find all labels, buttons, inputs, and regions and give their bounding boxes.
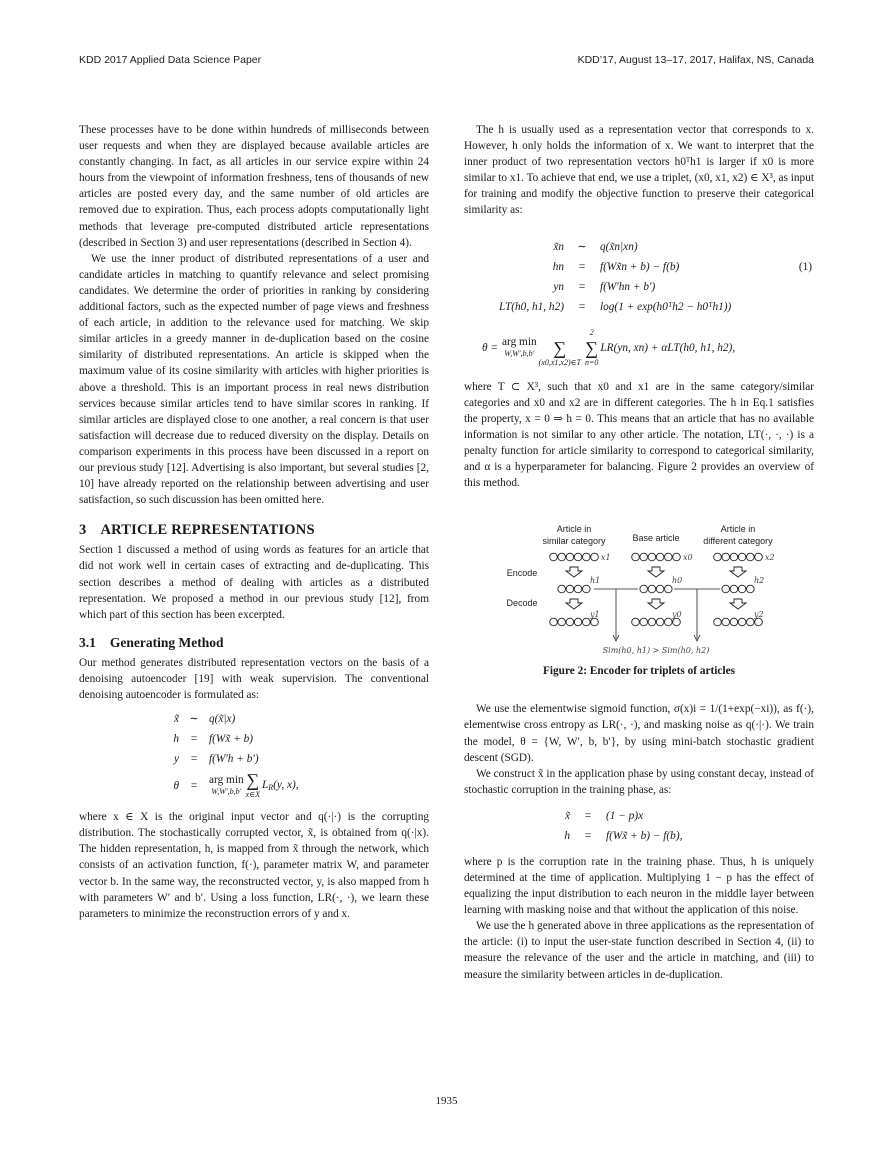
paragraph: We construct x̃ in the application phase by using constant decay, instead of stochastic corruption in the training phase, as: bbox=[464, 767, 814, 796]
output-neuron bbox=[640, 618, 648, 626]
eq-subscript: R bbox=[268, 782, 274, 792]
paragraph: We use the elementwise sigmoid function, σ(x)i = 1/(1+exp(−xi)), as f(·), elementwise cross entropy as LR(·, ·), and masking noise as q(·|·). We train the model, θ = {W, W′, b, b′}, by using mini-batch stochastic gradient descent (SGD). bbox=[464, 703, 814, 764]
eq-rhs: (1 − p)x bbox=[606, 809, 644, 822]
left-column bbox=[79, 122, 429, 922]
sum-operator bbox=[585, 327, 598, 369]
h-label: h2 bbox=[754, 576, 765, 586]
similarity-relation: Sim(h0, h1) > Sim(h0, h2) bbox=[602, 646, 710, 656]
input-neuron bbox=[755, 553, 763, 561]
hidden-neuron bbox=[574, 585, 582, 593]
x-label: x1 bbox=[601, 553, 611, 563]
y-label: y0 bbox=[672, 610, 682, 620]
h-label: h0 bbox=[672, 576, 683, 586]
sigma-symbol: ∑ bbox=[246, 770, 260, 791]
input-neuron bbox=[747, 553, 755, 561]
output-neuron bbox=[648, 618, 656, 626]
output-neuron bbox=[656, 618, 664, 626]
output-neuron bbox=[583, 618, 591, 626]
paragraph: where p is the corruption rate in the training phase. Thus, h is uniquely determined at the time of application. Multiplying 1 − p has the effect of equalizing the input distribution to each neuron in the middle layer between learning with masking noise and that without the application of this noise. bbox=[464, 855, 814, 917]
hidden-neuron bbox=[566, 585, 574, 593]
output-neuron bbox=[566, 618, 574, 626]
paragraph: The h is usually used as a representation vector that corresponds to x. However, h only holds the information of x. We want to interpret that the inner product of two representation vectors h0ᵀh1 is larger if x0 is more similar to x1. To achieve that end, we use a triplet, (x0, x1, x2) ∈ X³, as input for training and modify the objective function to preserve their categorical similarity as: bbox=[464, 124, 814, 217]
sum-subscript: x∈X bbox=[245, 790, 260, 800]
encode-arrow bbox=[730, 567, 746, 577]
encode-arrow bbox=[566, 567, 582, 577]
col-label: similar category bbox=[542, 536, 606, 547]
running-header-left: KDD 2017 Applied Data Science Paper bbox=[79, 54, 262, 66]
sum-operator bbox=[539, 327, 581, 369]
subsection-number: 3.1 bbox=[79, 634, 96, 650]
argmin bbox=[209, 774, 244, 798]
h-label: h1 bbox=[590, 576, 601, 586]
output-neuron bbox=[673, 618, 681, 626]
subsection-heading bbox=[79, 635, 429, 651]
eq-rhs: f(Wx̃n + b) − f(b) bbox=[600, 260, 680, 273]
col-label: Article in bbox=[720, 524, 756, 535]
paragraph: Section 1 discussed a method of using words as features for an article that did not work well in certain cases of extracting and de-duplicating. This section describes a method of dealing with articles as a distributed representation. We proposed a method in our previous study [12], from which part of this section has been excerpted. bbox=[79, 544, 429, 621]
sum-operator bbox=[246, 771, 260, 801]
eq-lhs: x̃ bbox=[564, 809, 570, 822]
eq-lhs: hn bbox=[552, 260, 564, 273]
subsection-title: Generating Method bbox=[109, 634, 224, 650]
col-label: Base article bbox=[632, 533, 680, 544]
eq-lhs: θ = bbox=[482, 341, 498, 354]
paragraph: where x ∈ X is the original input vector and q(·|·) is the corrupting distribution. The stochastically corrupted vector, x̃, is obtained from q(·|x). The hidden representation, h, is mapped from x̃ through the network, which consists of an activation function, f(·), parameter matrix W, and parameter vector b. In the same way, the reconstructed vector, y, is also mapped from h with parameters W′ and b′. Using a loss function, LR(·, ·), we learn these parameters to minimize the reconstruction errors of y and x. bbox=[79, 811, 429, 920]
section-title: ARTICLE REPRESENTATIONS bbox=[100, 522, 315, 539]
sum-subscript: (x0,x1,x2)∈T bbox=[538, 357, 581, 367]
eq-rel: = bbox=[190, 733, 198, 746]
col-label: different category bbox=[703, 536, 773, 547]
input-neuron bbox=[648, 553, 656, 561]
eq-rel: ∼ bbox=[577, 240, 587, 253]
eq-lhs: yn bbox=[553, 280, 564, 293]
figure-2 bbox=[464, 521, 814, 679]
output-neuron bbox=[632, 618, 640, 626]
y-label: y2 bbox=[754, 610, 764, 620]
right-column bbox=[464, 122, 814, 983]
input-neuron bbox=[550, 553, 558, 561]
hidden-neuron bbox=[747, 585, 755, 593]
argmin bbox=[502, 336, 537, 360]
figure-caption: Figure 2: Encoder for triplets of articles bbox=[542, 665, 735, 678]
sigma-symbol: ∑ bbox=[553, 337, 567, 358]
x-label: x2 bbox=[765, 553, 775, 563]
hidden-neuron bbox=[665, 585, 673, 593]
eq-rel: = bbox=[584, 829, 592, 842]
output-neuron bbox=[714, 618, 722, 626]
input-neuron bbox=[566, 553, 574, 561]
output-neuron bbox=[574, 618, 582, 626]
hidden-neuron bbox=[648, 585, 656, 593]
input-neuron bbox=[665, 553, 673, 561]
hidden-neuron bbox=[722, 585, 730, 593]
input-neuron bbox=[640, 553, 648, 561]
section-number: 3 bbox=[79, 522, 87, 539]
input-neuron bbox=[656, 553, 664, 561]
argmin-subscript: W,W′,b,b′ bbox=[211, 787, 242, 797]
eq-rel: = bbox=[578, 300, 586, 313]
equation-1 bbox=[464, 237, 814, 317]
row-label-decode: Decode bbox=[506, 598, 538, 609]
eq-rhs: LR(yn, xn) + αLT(h0, h1, h2), bbox=[600, 341, 736, 354]
eq-lhs: h bbox=[564, 829, 570, 842]
eq-rhs: f(Wx̃ + b) bbox=[209, 733, 254, 746]
encode-arrow bbox=[648, 599, 664, 609]
eq-rel: ∼ bbox=[189, 713, 199, 726]
eq-rhs: f(Wx̃ + b) − f(b), bbox=[606, 829, 683, 842]
argmin-subscript: W,W′,b,b′ bbox=[504, 348, 535, 358]
output-neuron bbox=[722, 618, 730, 626]
encode-arrow bbox=[648, 567, 664, 577]
hidden-neuron bbox=[640, 585, 648, 593]
input-neuron bbox=[714, 553, 722, 561]
equation-number: (1) bbox=[798, 260, 812, 273]
equation-denoising-autoencoder bbox=[159, 709, 359, 803]
paragraph: These processes have to be done within hundreds of milliseconds between user requests and when they are displayed because available articles are constantly changing. In fact, as all articles in our service expire within 24 hours from the viewpoint of information freshness, tens of thousands of new articles are posted every day, and the same number of old articles are removed due to expiration. Thus, each process adopts computationally light methods that leverage pre-computed distributed article representations (described in Section 3) and user representations (described in Section 4). bbox=[79, 124, 429, 249]
output-neuron bbox=[550, 618, 558, 626]
output-neuron bbox=[665, 618, 673, 626]
x-label: x0 bbox=[683, 553, 693, 563]
input-neuron bbox=[558, 553, 566, 561]
argmin-label: arg min bbox=[502, 335, 537, 348]
encoder-triplet-diagram bbox=[464, 521, 814, 661]
eq-rel: = bbox=[190, 753, 198, 766]
input-neuron bbox=[574, 553, 582, 561]
eq-rel: = bbox=[190, 780, 198, 793]
eq-lhs: x̃n bbox=[553, 240, 564, 253]
output-neuron bbox=[730, 618, 738, 626]
output-neuron bbox=[747, 618, 755, 626]
hidden-neuron bbox=[583, 585, 591, 593]
eq-rel: = bbox=[578, 260, 586, 273]
page-number: 1935 bbox=[435, 1095, 458, 1107]
input-neuron bbox=[591, 553, 599, 561]
equation-objective bbox=[482, 327, 814, 369]
equation-application bbox=[550, 806, 814, 846]
input-neuron bbox=[730, 553, 738, 561]
output-neuron bbox=[755, 618, 763, 626]
eq-rhs-tail: (y, x), bbox=[273, 778, 299, 791]
row-label-encode: Encode bbox=[506, 568, 538, 579]
eq-lhs: θ bbox=[173, 780, 179, 793]
input-neuron bbox=[738, 553, 746, 561]
running-header-right: KDD’17, August 13–17, 2017, Halifax, NS, Canada bbox=[577, 54, 814, 66]
eq-rhs: q(x̃|x) bbox=[209, 713, 236, 726]
sum-subscript: n=0 bbox=[584, 357, 599, 367]
y-label: y1 bbox=[590, 610, 600, 620]
eq-rhs: q(x̃n|xn) bbox=[600, 240, 638, 253]
eq-rhs: L bbox=[261, 778, 269, 791]
eq-lhs: y bbox=[173, 753, 179, 766]
paragraph: We use the h generated above in three applications as the representation of the article: (i) to input the user-state function described in Section 4, (ii) to measure the relevance of the user and the article in matching, and (iii) to measure the similarity between articles in de-duplication. bbox=[464, 920, 814, 981]
section-heading bbox=[79, 522, 429, 538]
encode-arrow bbox=[730, 599, 746, 609]
output-neuron bbox=[558, 618, 566, 626]
paragraph: Our method generates distributed representation vectors on the basis of a denoising autoencoder [19] with weak supervision. The conventional denoising autoencoder is formulated as: bbox=[79, 656, 429, 702]
eq-rhs: f(W′h + b′) bbox=[209, 753, 259, 766]
encode-arrow bbox=[566, 599, 582, 609]
output-neuron bbox=[591, 618, 599, 626]
eq-rhs: f(W′hn + b′) bbox=[600, 280, 656, 293]
eq-lhs: h bbox=[173, 733, 179, 746]
output-neuron bbox=[738, 618, 746, 626]
hidden-neuron bbox=[656, 585, 664, 593]
paragraph: where T ⊂ X³, such that x0 and x1 are in the same category/similar categories and x0 and x2 are in different categories. The h in Eq.1 satisfies the property, x = 0 ⇒ h = 0. This means that an article that has no available information is not similar to any other article. The notation, LT(·, ·, ·) is a penalty function for article similarity to correspond to categorical similarity, and α is a hyperparameter for balancing. Figure 2 provides an overview of this method. bbox=[464, 380, 814, 490]
paragraph: We use the inner product of distributed representations of a user and candidate articles in matching to quantify relevance and select promising candidates. We determine the order of priorities in ranking by considering additional factors, such as the expected number of page views and freshness of each article, in addition to the relevance used for matching. We skip similar articles in a greedy manner in de-duplication based on the cosine similarity of distributed representations. An article is skipped when the maximum value of its cosine similarity with articles with higher priorities is above a threshold. This is an important process in real news distribution services because similar articles tend to have similar scores in ranking. If similar articles are displayed close to one another, a real concern is that user satisfaction will decrease due to reduced diversity on the display. Details on comparison experiments in this process have been discussed in a report on our previous study [12]. Advertising is also important, but several studies [2, 10] have already reported on the relationship between advertising and user satisfaction, so such discussion has been omitted here. bbox=[79, 252, 429, 507]
argmin-label: arg min bbox=[209, 774, 244, 787]
sum-superscript: 2 bbox=[589, 327, 594, 337]
eq-rel: = bbox=[584, 809, 592, 822]
eq-lhs: x̃ bbox=[173, 713, 179, 726]
hidden-neuron bbox=[558, 585, 566, 593]
eq-rhs: log(1 + exp(h0ᵀh2 − h0ᵀh1)) bbox=[600, 300, 732, 313]
input-neuron bbox=[632, 553, 640, 561]
input-neuron bbox=[673, 553, 681, 561]
hidden-neuron bbox=[738, 585, 746, 593]
input-neuron bbox=[722, 553, 730, 561]
col-label: Article in bbox=[556, 524, 592, 535]
eq-lhs: LT(h0, h1, h2) bbox=[498, 300, 564, 313]
sigma-symbol: ∑ bbox=[585, 337, 599, 358]
hidden-neuron bbox=[730, 585, 738, 593]
eq-rel: = bbox=[578, 280, 586, 293]
input-neuron bbox=[583, 553, 591, 561]
